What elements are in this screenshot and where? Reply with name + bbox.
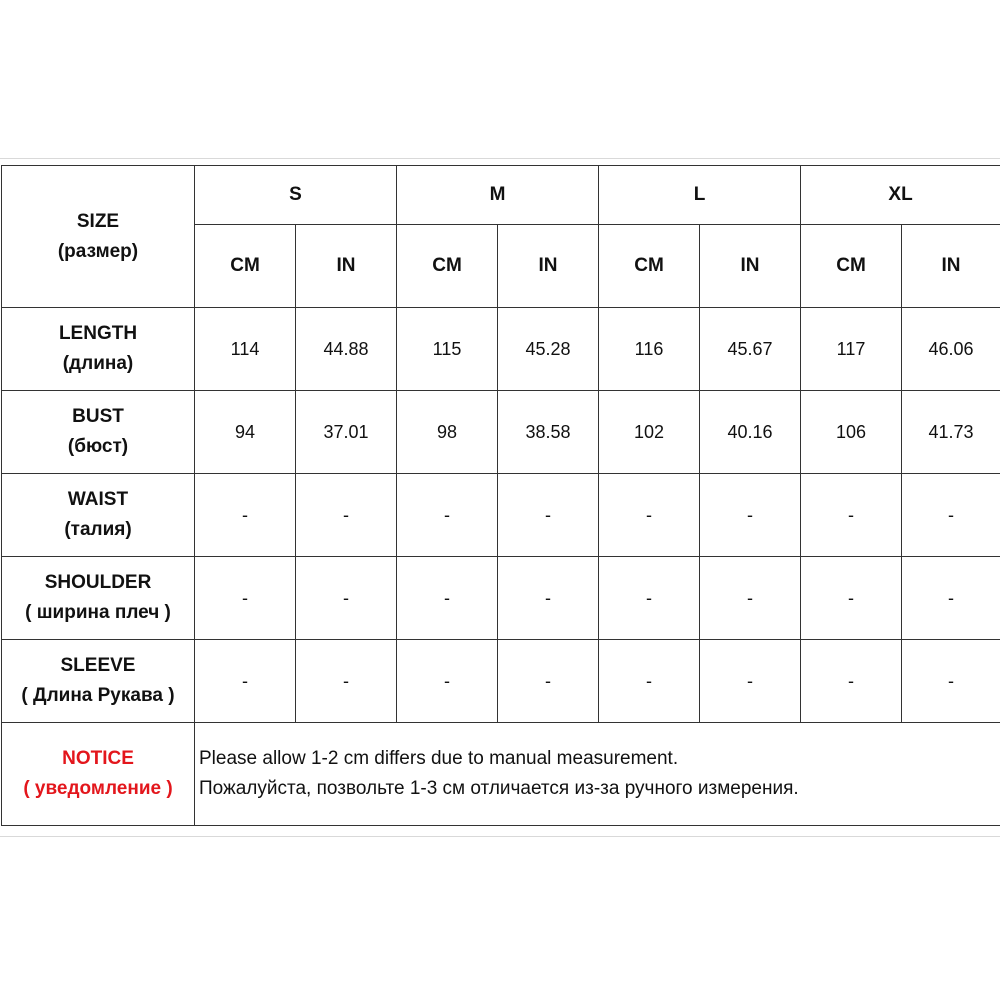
value-cell: - bbox=[801, 640, 902, 723]
value-cell: - bbox=[498, 640, 599, 723]
value-cell: 94 bbox=[195, 391, 296, 474]
value-cell: - bbox=[700, 474, 801, 557]
size-header-row bbox=[2, 166, 1000, 225]
row-label-cell bbox=[2, 391, 195, 474]
notice-title-ru: ( уведомление ) bbox=[23, 778, 173, 799]
row-label-ru: ( Длина Рукава ) bbox=[21, 685, 175, 706]
unit-in-header: IN bbox=[498, 225, 599, 308]
value-cell: 102 bbox=[599, 391, 700, 474]
size-title-ru: (размер) bbox=[57, 240, 139, 262]
value-cell: - bbox=[801, 474, 902, 557]
value-cell: 37.01 bbox=[296, 391, 397, 474]
value-cell: - bbox=[599, 557, 700, 640]
size-title: SIZE bbox=[76, 210, 120, 232]
row-label-ru: (длина) bbox=[62, 353, 134, 374]
value-cell: 117 bbox=[801, 308, 902, 391]
notice-text-en: Please allow 1-2 cm differs due to manual measurement. bbox=[199, 748, 679, 769]
value-cell: - bbox=[700, 640, 801, 723]
row-label-ru: ( ширина плеч ) bbox=[25, 602, 171, 623]
bottom-rule bbox=[0, 836, 1000, 837]
value-cell: - bbox=[296, 557, 397, 640]
value-cell: - bbox=[599, 640, 700, 723]
unit-in-header: IN bbox=[700, 225, 801, 308]
measurement-row-shoulder bbox=[2, 557, 1000, 640]
row-label-cell bbox=[2, 474, 195, 557]
value-cell: - bbox=[902, 640, 1000, 723]
value-cell: - bbox=[801, 557, 902, 640]
value-cell: - bbox=[498, 557, 599, 640]
row-label: WAIST bbox=[67, 489, 129, 510]
value-cell: - bbox=[296, 474, 397, 557]
measurement-row-bust bbox=[2, 391, 1000, 474]
row-label: LENGTH bbox=[58, 323, 138, 344]
value-cell: - bbox=[296, 640, 397, 723]
value-cell: - bbox=[397, 557, 498, 640]
row-label-cell bbox=[2, 640, 195, 723]
notice-text-ru: Пожалуйста, позвольте 1-3 см отличается из-за ручного измерения. bbox=[199, 778, 799, 799]
top-rule bbox=[0, 158, 1000, 159]
unit-in-header: IN bbox=[902, 225, 1000, 308]
row-label-ru: (талия) bbox=[64, 519, 132, 540]
value-cell: - bbox=[902, 557, 1000, 640]
notice-row bbox=[2, 723, 1000, 826]
value-cell: - bbox=[498, 474, 599, 557]
notice-title: NOTICE bbox=[62, 748, 134, 769]
size-chart-table bbox=[1, 165, 1000, 826]
unit-cm-header: CM bbox=[195, 225, 296, 308]
unit-cm-header: CM bbox=[801, 225, 902, 308]
measurement-row-length bbox=[2, 308, 1000, 391]
unit-in-header: IN bbox=[296, 225, 397, 308]
notice-title-cell bbox=[2, 723, 195, 826]
value-cell: 45.67 bbox=[700, 308, 801, 391]
value-cell: - bbox=[397, 640, 498, 723]
row-label: SLEEVE bbox=[60, 655, 136, 676]
size-s-header: S bbox=[195, 166, 397, 225]
notice-text-cell bbox=[195, 723, 1000, 826]
value-cell: - bbox=[599, 474, 700, 557]
value-cell: - bbox=[397, 474, 498, 557]
measurement-row-sleeve bbox=[2, 640, 1000, 723]
value-cell: 41.73 bbox=[902, 391, 1000, 474]
value-cell: 115 bbox=[397, 308, 498, 391]
value-cell: 40.16 bbox=[700, 391, 801, 474]
row-label-ru: (бюст) bbox=[67, 436, 129, 457]
size-title-cell bbox=[2, 166, 195, 308]
size-xl-header: XL bbox=[801, 166, 1000, 225]
row-label: BUST bbox=[72, 406, 124, 427]
value-cell: 114 bbox=[195, 308, 296, 391]
value-cell: 45.28 bbox=[498, 308, 599, 391]
value-cell: 46.06 bbox=[902, 308, 1000, 391]
value-cell: - bbox=[902, 474, 1000, 557]
row-label: SHOULDER bbox=[44, 572, 152, 593]
size-l-header: L bbox=[599, 166, 801, 225]
value-cell: - bbox=[195, 557, 296, 640]
row-label-cell bbox=[2, 308, 195, 391]
measurement-row-waist bbox=[2, 474, 1000, 557]
value-cell: 106 bbox=[801, 391, 902, 474]
size-m-header: M bbox=[397, 166, 599, 225]
value-cell: 38.58 bbox=[498, 391, 599, 474]
value-cell: 116 bbox=[599, 308, 700, 391]
value-cell: 98 bbox=[397, 391, 498, 474]
value-cell: - bbox=[700, 557, 801, 640]
value-cell: - bbox=[195, 640, 296, 723]
unit-cm-header: CM bbox=[599, 225, 700, 308]
row-label-cell bbox=[2, 557, 195, 640]
value-cell: - bbox=[195, 474, 296, 557]
value-cell: 44.88 bbox=[296, 308, 397, 391]
unit-cm-header: CM bbox=[397, 225, 498, 308]
